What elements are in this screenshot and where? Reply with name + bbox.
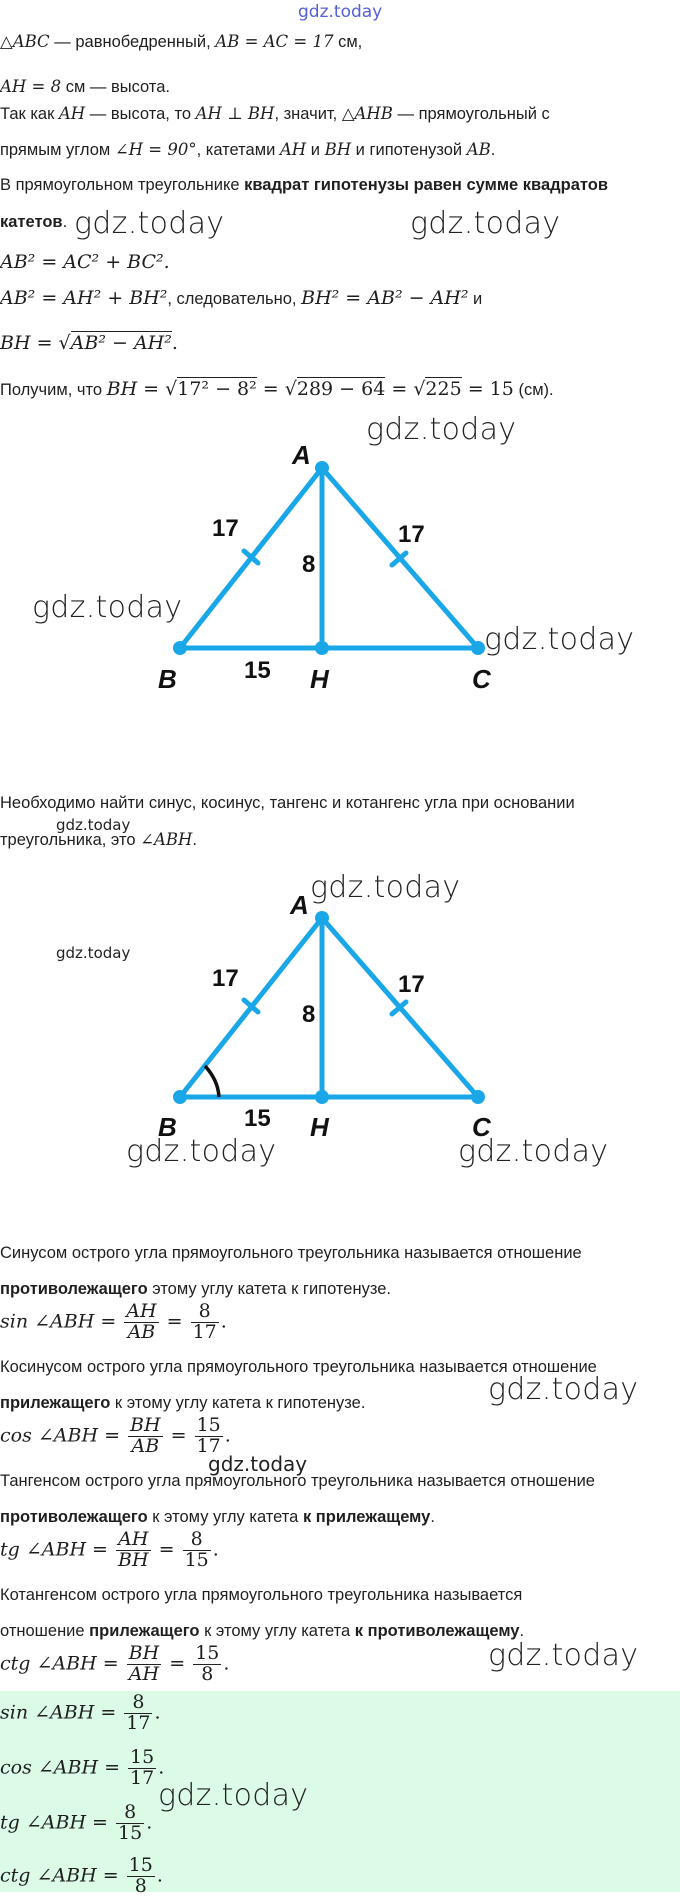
cos-definition-1: Косинусом острого угла прямоугольного треугольника называется отношение (0, 1358, 597, 1376)
label-h: H (310, 664, 329, 694)
answer-cos: cos ∠ABH = $\frac{15}{17}$ . (0, 1746, 165, 1789)
label-c: C (472, 1112, 491, 1142)
formula-1: AB² = AC² + BC². (0, 251, 170, 273)
cos-definition-2: прилежащего к этому углу катета к гипотенузе. (0, 1394, 366, 1412)
watermark: gdz.today (366, 412, 517, 447)
formula-2: AB² = AH² + BH², следовательно, BH² = AB² − AH² и (0, 287, 483, 309)
watermark: gdz.today (310, 870, 461, 905)
label-a: A (292, 440, 311, 470)
triangle-figure-2 (0, 860, 680, 1160)
label-h: H (310, 1112, 329, 1142)
watermark: gdz.today (484, 622, 635, 657)
watermark: gdz.today (158, 1778, 309, 1813)
watermark: gdz.today (410, 206, 561, 241)
answer-sin: sin ∠ABH = $\frac{8}{17}$ . (0, 1691, 161, 1734)
label-15: 15 (244, 1105, 271, 1132)
label-17-right: 17 (398, 971, 425, 998)
watermark: gdz.today (74, 206, 225, 241)
result-line: Получим, что BH = √17² − 8² = √289 − 64 = √225 = 15 (см). (0, 378, 554, 400)
ctg-definition-1: Котангенсом острого угла прямоугольного треугольника называется (0, 1586, 523, 1604)
watermark: gdz.today (32, 590, 183, 625)
triangle-abc: △ABC (0, 32, 50, 51)
point-a (315, 461, 329, 475)
ctg-definition-2: отношение прилежащего к этому углу катета к противолежащему. (0, 1622, 525, 1640)
answer-tg: tg ∠ABH = $\frac{8}{15}$ . (0, 1801, 153, 1844)
sin-formula: sin ∠ABH = $\frac{AH}{AB}$ = $\frac{8}{17}$ . (0, 1300, 227, 1343)
label-15: 15 (244, 657, 271, 684)
label-b: B (158, 1112, 177, 1142)
watermark: gdz.today (208, 1452, 308, 1476)
label-17-left: 17 (212, 965, 239, 992)
sin-definition-1: Синусом острого угла прямоугольного треугольника называется отношение (0, 1244, 582, 1262)
point-a (315, 911, 329, 925)
label-c: C (472, 664, 491, 694)
paragraph-altitude-1: Так как AH — высота, то AH ⊥ BH, значит, △AHB — прямоугольный с (0, 104, 550, 123)
answer-ctg: ctg ∠ABH = $\frac{15}{8}$ . (0, 1854, 163, 1897)
task-line-1: Необходимо найти синус, косинус, тангенс и котангенс угла при основании (0, 794, 575, 812)
watermark: gdz.today (458, 1134, 609, 1169)
given-line-2: AH = 8 см — высота. (0, 77, 170, 96)
pythagoras-line-2: катетов. (0, 213, 68, 231)
sin-definition-2: противолежащего этому углу катета к гипотенузе. (0, 1280, 391, 1298)
watermark: gdz.today (56, 816, 131, 834)
sqrt-sign: √ (58, 332, 71, 354)
point-c (471, 1090, 485, 1104)
label-17-left: 17 (212, 515, 239, 542)
task-line-2: треугольника, это ∠ABH. (0, 830, 197, 849)
paragraph-altitude-2: прямым углом ∠H = 90°, катетами AH и BH и гипотенузой AB. (0, 140, 496, 159)
watermark: gdz.today (488, 1372, 639, 1407)
point-h (315, 641, 329, 655)
tg-definition-1: Тангенсом острого угла прямоугольного треугольника называется отношение (0, 1472, 595, 1490)
angle-b-arc (205, 1066, 219, 1097)
tg-definition-2: противолежащего к этому углу катета к прилежащему. (0, 1508, 435, 1526)
header-logo[interactable]: gdz.today (298, 2, 383, 22)
label-b: B (158, 664, 177, 694)
label-a: A (290, 890, 309, 920)
cos-formula: cos ∠ABH = $\frac{BH}{AB}$ = $\frac{15}{17}$ . (0, 1414, 231, 1457)
ctg-formula: ctg ∠ABH = $\frac{BH}{AH}$ = $\frac{15}{8}$ . (0, 1642, 230, 1685)
watermark: gdz.today (126, 1134, 277, 1169)
given-line-1: △ABC — равнобедренный, AB = AC = 17 см, (0, 32, 363, 51)
point-b (173, 1090, 187, 1104)
tg-formula: tg ∠ABH = $\frac{AH}{BH}$ = $\frac{8}{15}$ . (0, 1528, 219, 1571)
pythagoras-line-1: В прямоугольном треугольнике квадрат гипотенузы равен сумме квадратов (0, 176, 608, 194)
watermark: gdz.today (488, 1638, 639, 1673)
label-17-right: 17 (398, 521, 425, 548)
point-b (173, 641, 187, 655)
point-h (315, 1090, 329, 1104)
watermark: gdz.today (56, 944, 131, 962)
label-8: 8 (302, 1001, 316, 1028)
formula-3: BH = √AB² − AH². (0, 332, 178, 354)
label-8: 8 (302, 551, 316, 578)
point-c (471, 641, 485, 655)
